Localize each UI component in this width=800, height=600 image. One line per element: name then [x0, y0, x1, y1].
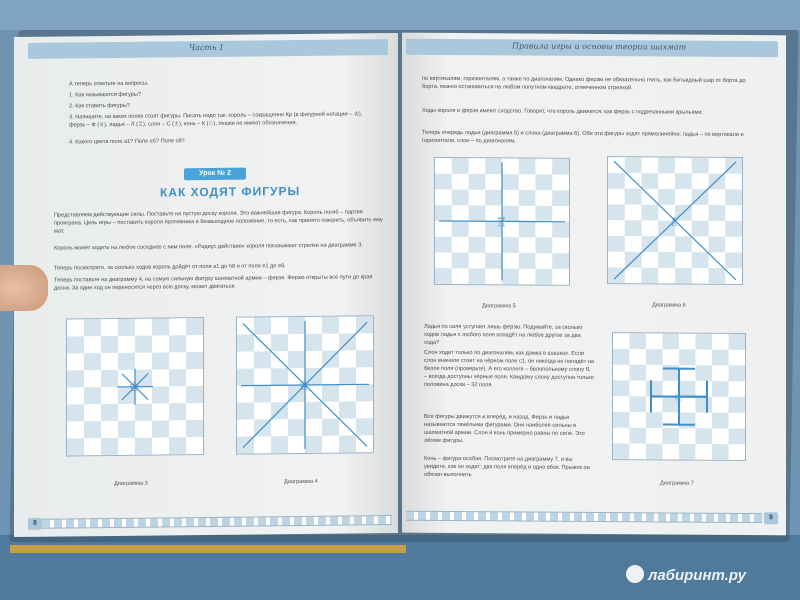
question-4: 4. Какого цвета поле a1? Поле e5? Поле c8? — [69, 138, 185, 146]
board-square — [646, 381, 663, 397]
question-2: 2. Как ставить фигуры? — [69, 102, 130, 110]
board-square — [642, 268, 659, 284]
paragraph-3: Теперь посмотрите, за сколько ходов король дойдёт от поля a1 до h8 и от поля e1 до e8. — [54, 263, 286, 272]
board-square — [692, 158, 709, 174]
board-square — [101, 404, 118, 421]
board-square — [696, 365, 713, 381]
board-square — [485, 158, 502, 174]
board-square — [679, 412, 696, 428]
board-square — [469, 174, 486, 190]
board-square — [135, 438, 152, 455]
diagram-3-caption: Диаграмма 3 — [114, 480, 148, 487]
board-square — [630, 333, 647, 349]
board-square — [152, 318, 169, 335]
board-square — [725, 189, 742, 205]
board-square — [729, 428, 746, 444]
board-square — [305, 334, 322, 351]
board-square — [485, 253, 502, 269]
board-square — [271, 334, 288, 351]
board-square — [288, 419, 305, 436]
board-square — [67, 370, 84, 387]
bishop-moves-svg — [608, 157, 742, 284]
diagram-6-caption: Диаграмма 6 — [652, 302, 686, 309]
question-3: 3. Напишите, на каких полях стоят фигуры. Писать надо так: король – сокращенно Кр (в фигурной нотации – ♔), ферзь – Ф (♕), ладья – Л (♖), слон – С (♗), конь – К (♘), пешки не имеют обозначения. — [69, 111, 363, 129]
left-bottom-strip — [42, 515, 392, 529]
board-square — [84, 353, 101, 370]
board-square — [696, 428, 713, 444]
side-text-1: Ладья по силе уступает лишь ферзю. Подумайте, за сколько ходов ладья с любого поля попадёт на любое другое за два хода? — [424, 323, 583, 346]
board-square — [696, 334, 713, 350]
diagram-7-caption: Диаграмма 7 — [660, 480, 694, 487]
board-square — [502, 269, 519, 285]
board-square — [712, 413, 729, 429]
board-square — [186, 318, 203, 335]
side-text-2: Слон ходит только по диагоналям, как дамка в шашках. Если слон вначале стоит на чёрном поле c1, он никогда не попадёт на белое поле (проверьте). А его коллеге – белопольному слону f1 – всегда доступны чёрные поля. Каждому слону доступна только половина доски – 32 поля. — [424, 349, 595, 389]
board-square — [646, 412, 663, 428]
board-square — [356, 350, 373, 367]
diagram-3-board — [66, 317, 204, 456]
board-square — [186, 352, 203, 369]
board-square — [452, 253, 469, 269]
side-text-3: Все фигуры движутся и вперёд, и назад. Ферзь и ладья называются тяжёлыми фигурами. Они наиболее сильны в шахматной армии. Слон и конь примерно равны по силе. Это лёгкие фигуры. — [424, 413, 585, 445]
board-square — [135, 404, 152, 421]
board-square — [692, 252, 709, 268]
board-square — [169, 335, 186, 352]
board-square — [152, 352, 169, 369]
board-square — [254, 385, 271, 402]
king-moves-svg — [67, 318, 203, 455]
board-square — [625, 252, 642, 268]
board-square — [469, 237, 486, 253]
board-square — [288, 317, 305, 334]
board-square — [536, 206, 553, 222]
diagram-5-caption: Диаграмма 5 — [482, 303, 516, 310]
board-square — [322, 419, 339, 436]
diagram-6-board — [607, 156, 743, 285]
questions-intro: А теперь ответьте на вопросы. — [69, 80, 149, 88]
board-square — [237, 334, 254, 351]
board-square — [625, 157, 642, 173]
board-square — [519, 158, 536, 174]
board-square — [552, 159, 569, 175]
board-square — [118, 319, 135, 336]
board-square — [305, 436, 322, 453]
board-square — [729, 334, 746, 350]
board-square — [613, 412, 630, 428]
board-square — [729, 365, 746, 381]
board-square — [84, 421, 101, 438]
board-square — [630, 365, 647, 381]
left-page-header: Часть 1 — [189, 42, 225, 53]
board-square — [725, 158, 742, 174]
board-square — [712, 381, 729, 397]
board-square — [271, 436, 288, 453]
king-icon: ♔ — [129, 379, 140, 394]
board-square — [152, 386, 169, 403]
diagram-5-board — [434, 157, 570, 286]
board-square — [254, 317, 271, 334]
board-square — [608, 236, 625, 252]
board-square — [725, 221, 742, 237]
diagram-4-board — [236, 315, 374, 454]
knight-icon: ♘ — [673, 390, 684, 405]
board-square — [536, 269, 553, 285]
left-page-number: 8 — [28, 518, 42, 530]
board-square — [675, 236, 692, 252]
board-square — [630, 428, 647, 444]
board-square — [630, 396, 647, 412]
left-page — [14, 33, 398, 537]
board-square — [237, 368, 254, 385]
board-square — [271, 368, 288, 385]
board-square — [186, 420, 203, 437]
board-square — [536, 174, 553, 190]
board-square — [692, 221, 709, 237]
right-page-header: Правила игры и основы теории шахмат — [512, 41, 687, 52]
board-square — [254, 351, 271, 368]
board-square — [339, 401, 356, 418]
board-square — [646, 349, 663, 365]
diagram-4-caption: Диаграмма 4 — [284, 478, 318, 486]
bishop-icon: ♗ — [669, 214, 680, 229]
right-paragraph-2: Ходы короля и ферзя имеют сходство. Говорят, что король движется, как ферзь с подрезанными крыльями. — [422, 107, 704, 116]
board-square — [696, 397, 713, 413]
queen-icon: ♕ — [298, 377, 310, 394]
board-square — [663, 428, 680, 444]
knight-moves-svg — [613, 333, 745, 460]
board-square — [675, 173, 692, 189]
board-square — [101, 370, 118, 387]
question-1: 1. Как называются фигуры? — [69, 91, 142, 99]
board-square — [625, 189, 642, 205]
board-square — [519, 253, 536, 269]
board-square — [709, 268, 726, 284]
board-square — [452, 190, 469, 206]
table-background-top — [0, 0, 800, 30]
book-cover-edge — [10, 545, 406, 553]
board-square — [322, 317, 339, 334]
watermark: лабиринт.ру — [648, 567, 746, 584]
board-square — [675, 268, 692, 284]
right-paragraph-3: Теперь очередь ладьи (диаграмма 5) и слона (диаграмма 6). Обе эти фигуры ходят прямолинейно: ладья – по вертикали и горизонтали, слон – по диагоналям. — [422, 129, 744, 145]
paragraph-2: Король может ходить на любое соседнее с ним поле. «Радиус действия» короля показывают стрелки на диаграмме 3. — [54, 242, 363, 252]
finger — [0, 265, 48, 311]
board-square — [608, 173, 625, 189]
board-square — [613, 380, 630, 396]
paragraph-4: Теперь поставьте на диаграмму 4, на самую сильную фигуру шахматной армии – ферзя. Ферзю открыты все пути до края доски. За один ход он переносится через всю доску, может двигаться — [54, 274, 373, 292]
board-square — [658, 189, 675, 205]
board-square — [118, 353, 135, 370]
board-square — [84, 387, 101, 404]
paragraph-1: Представляем действующие силы. Поставьте на пустую доску короля. Это важнейшая фигура. Король погиб – партия проиграна. Цель игры – поставить короля противника в безвыходное положение, то есть, как принято говорить, объявить ему мат. — [54, 209, 383, 235]
lesson-title: КАК ХОДЯТ ФИГУРЫ — [160, 184, 301, 200]
right-page-number: 9 — [764, 512, 778, 524]
board-square — [169, 403, 186, 420]
board-square — [118, 421, 135, 438]
board-square — [101, 438, 118, 455]
board-square — [642, 173, 659, 189]
board-square — [729, 397, 746, 413]
board-square — [536, 237, 553, 253]
board-square — [552, 222, 569, 238]
board-square — [502, 174, 519, 190]
board-square — [552, 190, 569, 206]
right-paragraph-1: по вертикалям, горизонталям, а также по диагоналям. Однако ферзю не обязательно гнать, как Битьвдный шар от борта до борта, можно остановиться на любом попутном квадрате, отмеченном стрелкой. — [422, 75, 746, 92]
board-square — [169, 369, 186, 386]
board-square — [663, 365, 680, 381]
board-square — [485, 190, 502, 206]
board-square — [237, 402, 254, 419]
board-square — [339, 435, 356, 452]
board-square — [502, 237, 519, 253]
board-square — [288, 351, 305, 368]
board-square — [625, 220, 642, 236]
side-text-4: Конь – фигура особая. Посмотрите на диаграмму 7, и вы увидите, как он ходит: два поля вперёд и одно вбок. Прыжок он обязан выполнить — [424, 455, 590, 479]
board-square — [356, 418, 373, 435]
board-square — [725, 252, 742, 268]
rook-icon: ♖ — [496, 215, 507, 230]
lesson-badge: Урок № 2 — [184, 168, 246, 181]
board-square — [305, 402, 322, 419]
right-page — [402, 33, 786, 536]
board-square — [339, 367, 356, 384]
board-square — [613, 349, 630, 365]
board-square — [469, 205, 486, 221]
board-square — [435, 205, 452, 221]
board-square — [435, 174, 452, 190]
right-bottom-strip — [406, 511, 762, 523]
board-square — [135, 336, 152, 353]
board-square — [679, 349, 696, 365]
board-square — [67, 404, 84, 421]
board-square — [101, 336, 118, 353]
board-square — [642, 205, 659, 221]
board-square — [152, 420, 169, 437]
board-square — [67, 438, 84, 455]
labirint-logo-icon — [626, 565, 644, 583]
board-square — [658, 157, 675, 173]
board-square — [519, 190, 536, 206]
board-square — [67, 336, 84, 353]
board-square — [658, 252, 675, 268]
board-square — [186, 386, 203, 403]
board-square — [519, 221, 536, 237]
board-square — [608, 204, 625, 220]
board-square — [322, 385, 339, 402]
board-square — [679, 444, 696, 460]
board-square — [613, 443, 630, 459]
board-square — [709, 237, 726, 253]
board-square — [435, 268, 452, 284]
board-square — [469, 268, 486, 284]
board-square — [709, 174, 726, 190]
queen-moves-svg — [237, 316, 373, 453]
board-square — [552, 253, 569, 269]
diagram-7-board — [612, 332, 746, 461]
board-square — [452, 221, 469, 237]
board-square — [169, 437, 186, 454]
board-square — [356, 384, 373, 401]
board-square — [608, 267, 625, 283]
board-square — [709, 205, 726, 221]
board-square — [84, 319, 101, 336]
board-square — [646, 444, 663, 460]
rook-moves-svg — [435, 158, 569, 285]
board-square — [435, 237, 452, 253]
board-square — [712, 444, 729, 460]
board-square — [712, 350, 729, 366]
board-square — [663, 333, 680, 349]
board-square — [452, 158, 469, 174]
